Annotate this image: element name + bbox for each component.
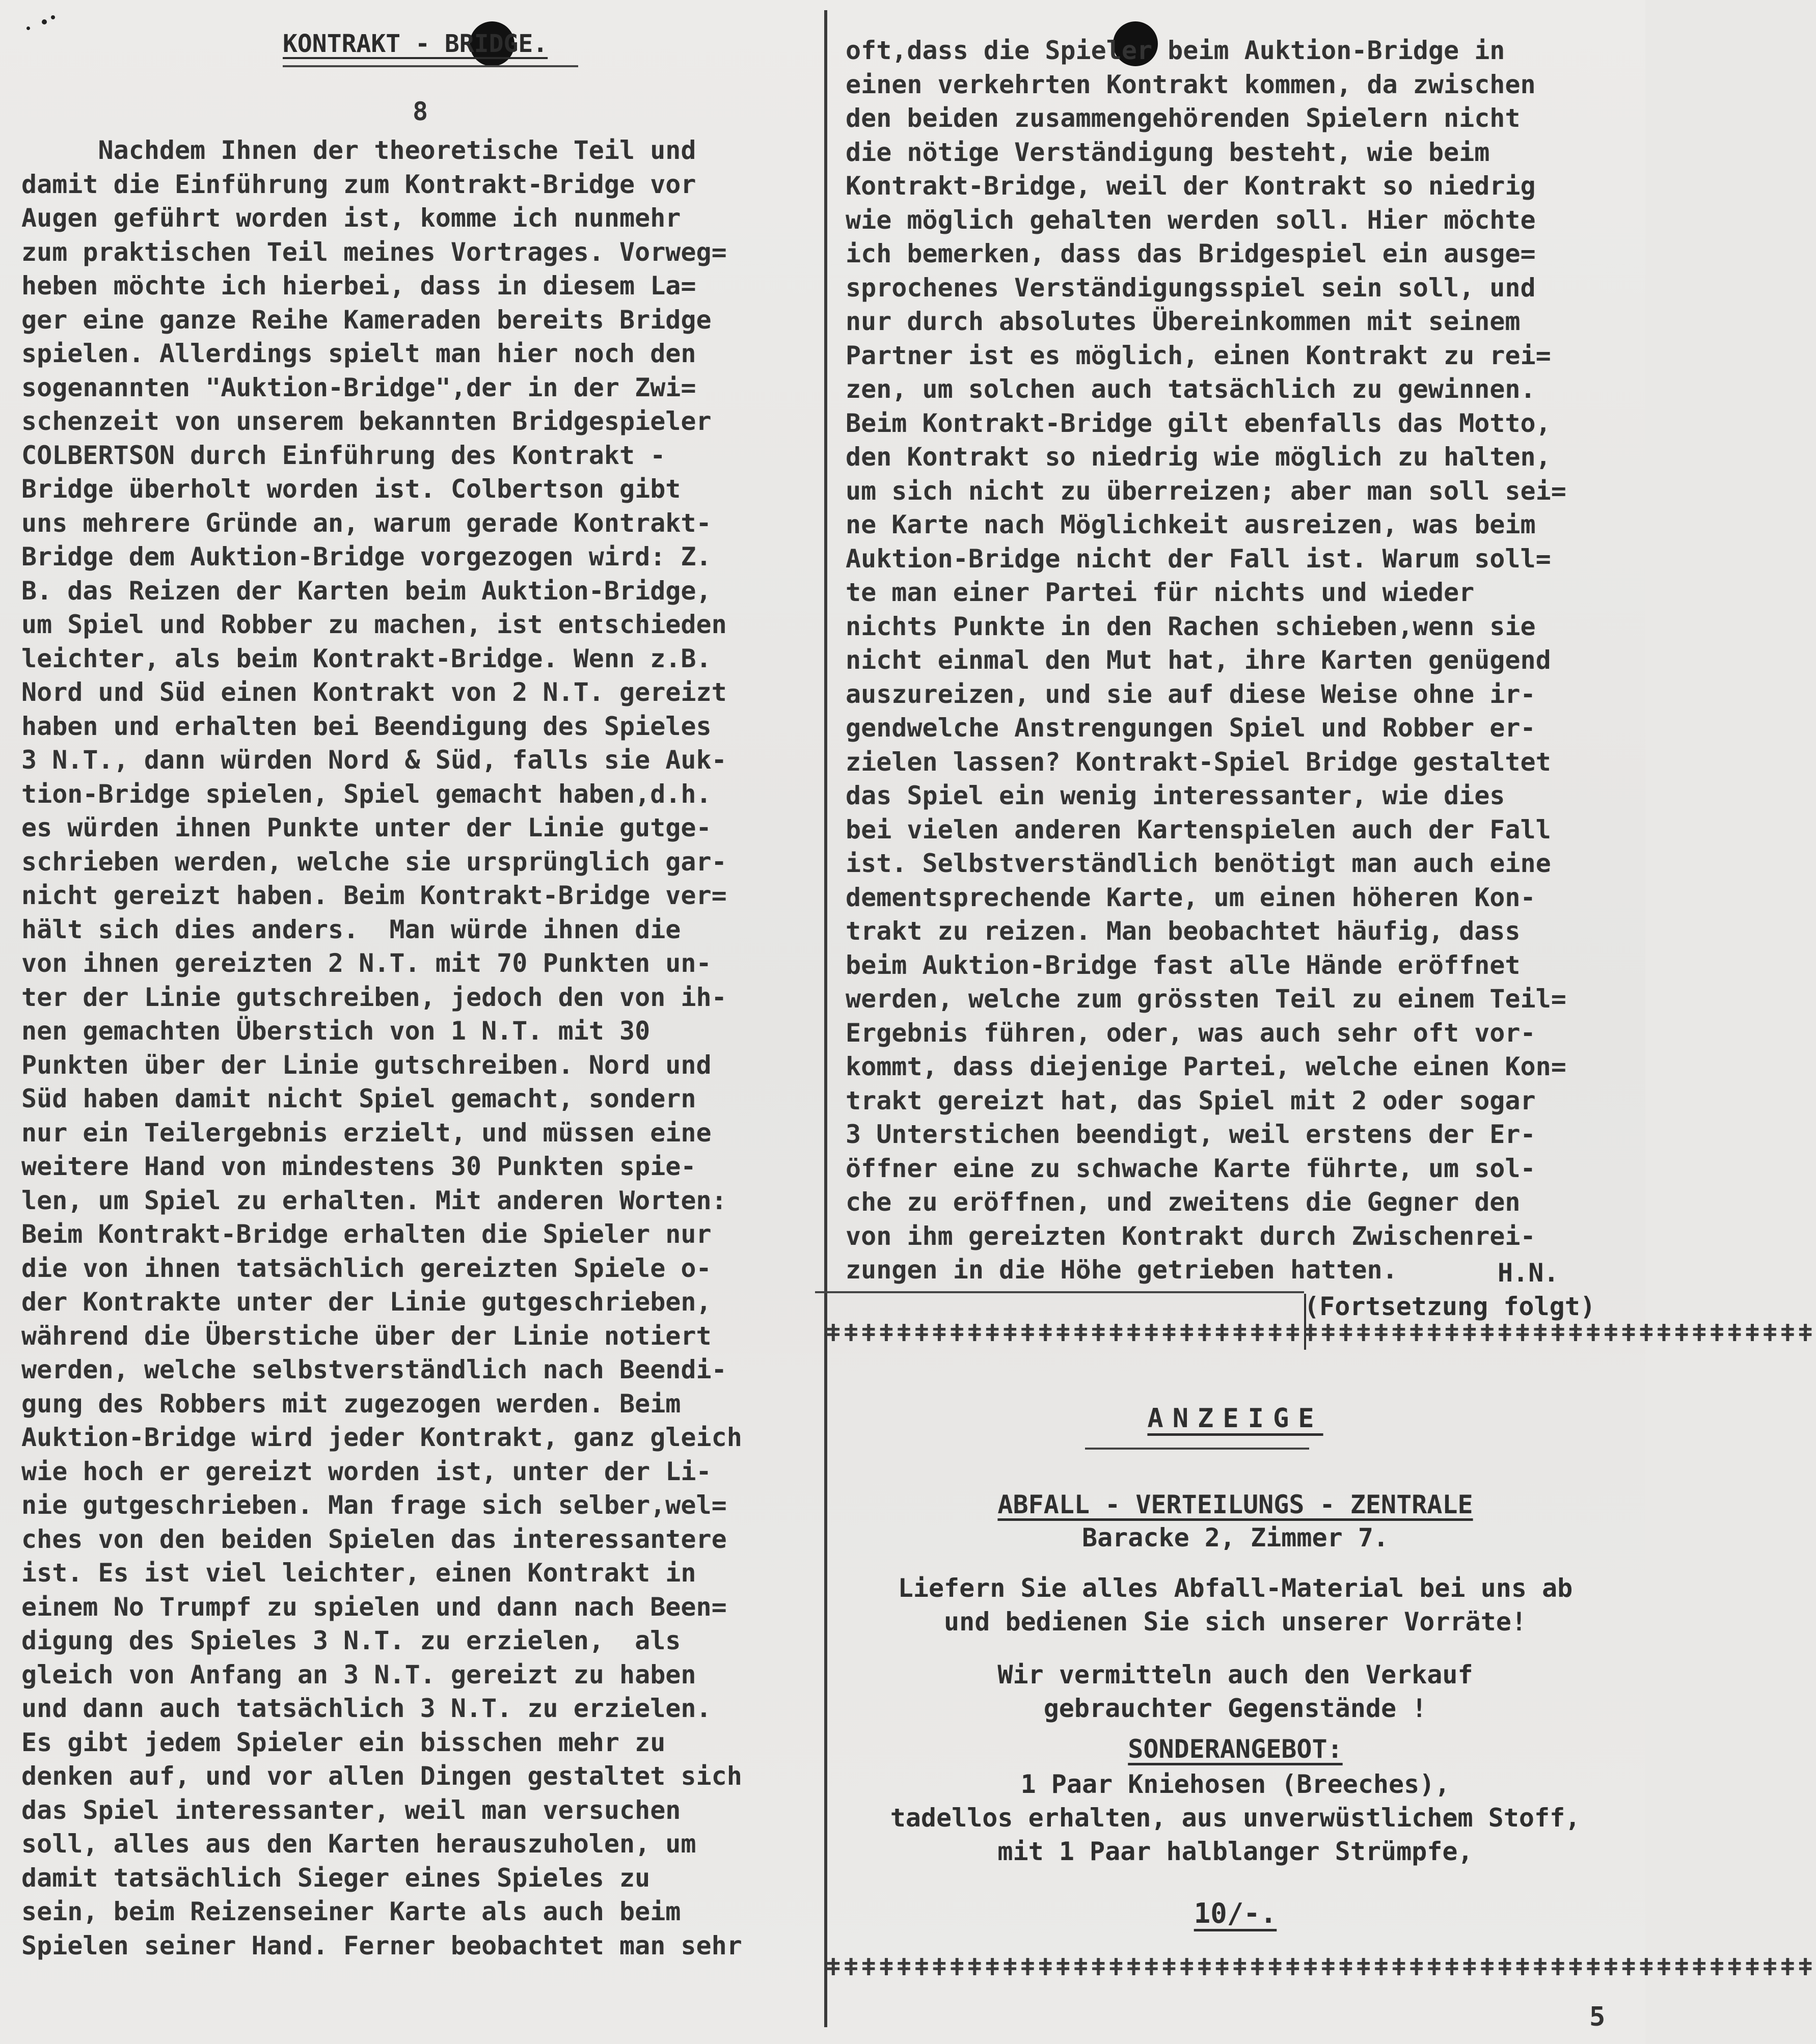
ornament-border-top: ǂǂǂǂǂǂǂǂǂǂǂǂǂǂǂǂǂǂǂǂǂǂǂǂǂǂǂǂǂǂǂǂǂǂǂǂǂǂǂǂǂǂǂǂǂǂǂǂǂǂǂǂǂǂǂǂ: [826, 1319, 1816, 1347]
page-number: 5: [1589, 2002, 1606, 2032]
column-divider: [824, 10, 827, 2027]
ad-body-text: Liefern Sie alles Abfall-Material bei uns ab und bedienen Sie sich unserer Vorräte!: [898, 1573, 1573, 1637]
ad-heading: ANZEIGE: [1147, 1403, 1323, 1434]
ad-price: 10/-.: [1194, 1897, 1277, 1929]
ink-speck: [51, 15, 55, 19]
ad-body-text-2: Wir vermitteln auch den Verkauf gebrauchter Gegenstände !: [997, 1660, 1473, 1723]
ornament-border-bottom: ǂǂǂǂǂǂǂǂǂǂǂǂǂǂǂǂǂǂǂǂǂǂǂǂǂǂǂǂǂǂǂǂǂǂǂǂǂǂǂǂǂǂǂǂǂǂǂǂǂǂǂǂǂǂǂǂ: [826, 1953, 1816, 1981]
ink-speck: [26, 26, 30, 30]
ad-offer-heading: SONDERANGEBOT:: [1128, 1734, 1343, 1764]
left-column-text: Nachdem Ihnen der theoretische Teil und damit die Einführung zum Kontrakt-Bridge vor Augen geführt worden ist, komme ich nunmehr zum praktischen Teil meines Vortrages. Vorweg= heben möchte ich hierbei, dass in diesem La= ger eine ganze Reihe Kameraden bereits Bridge spielen. Allerdings spielt man hier noch den sogenannten "Auktion-Bridge",der in der Zwi= schenzeit von unserem bekannten Bridgespieler COLBERTSON durch Einführung des Kontrakt - Bridge überholt worden ist. Colbertson gibt uns mehrere Gründe an, warum gerade Kontrakt- Bridge dem Auktion-Bridge vorgezogen wird: Z. B. das Reizen der Karten beim Auktion-Bridge, um Spiel und Robber zu machen, ist entschieden leichter, als beim Kontrakt-Bridge. Wenn z.B. Nord und Süd einen Kontrakt von 2 N.T. gereizt haben und erhalten bei Beendigung des Spieles 3 N.T., dann würden Nord & Süd, falls sie Auk- tion-Bridge spielen, Spiel gemacht haben,d.h. es würden ihnen Punkte unter der Linie gutge- schrieben werden, welche sie ursprünglich gar- nicht gereizt haben. Beim Kontrakt-Bridge ver= hält sich dies anders. Man würde ihnen die von ihnen gereizten 2 N.T. mit 70 Punkten un- ter der Linie gutschreiben, jedoch den von ih- nen gemachten Überstich von 1 N.T. mit 30 Punkten über der Linie gutschreiben. Nord und Süd haben damit nicht Spiel gemacht, sondern nur ein Teilergebnis erzielt, und müssen eine weitere Hand von mindestens 30 Punkten spie- len, um Spiel zu erhalten. Mit anderen Worten: Beim Kontrakt-Bridge erhalten die Spieler nur die von ihnen tatsächlich gereizten Spiele o- der Kontrakte unter der Linie gutgeschrieben, während die Überstiche über der Linie notiert werden, welche selbstverständlich nach Beendi- gung des Robbers mit zugezogen werden. Beim Auktion-Bridge wird jeder Kontrakt, ganz gleich wie hoch er gereizt worden ist, unter der Li- nie gutgeschrieben. Man frage sich selber,wel= ches von den beiden Spielen das interessantere ist. Es ist viel leichter, einen Kontrakt in einem No Trumpf zu spielen und dann nach Been= digung des Spieles 3 N.T. zu erzielen, als gleich von Anfang an 3 N.T. gereizt zu haben und dann auch tatsächlich 3 N.T. zu erzielen. Es gibt jedem Spieler ein bisschen mehr zu denken auf, und vor allen Dingen gestaltet sich das Spiel interessanter, weil man versuchen soll, alles aus den Karten herauszuholen, um damit tatsächlich Sieger eines Spieles zu sein, beim Reizenseiner Karte als auch beim Spielen seiner Hand. Ferner beobachtet man sehr: [21, 135, 742, 1960]
section-separator: [815, 1291, 1304, 1293]
ad-organization: ABFALL - VERTEILUNGS - ZENTRALE: [997, 1490, 1473, 1519]
ink-speck: [42, 19, 47, 24]
article-title: KONTRAKT - BRIDGE.: [283, 30, 548, 58]
title-double-underline: [283, 65, 578, 69]
ad-heading-underline: [1085, 1448, 1309, 1450]
author-initials: H.N.: [1498, 1258, 1559, 1288]
ad-location: Baracke 2, Zimmer 7.: [1081, 1523, 1389, 1552]
article-part-number: 8: [413, 97, 428, 126]
right-column-text: oft,dass die Spieler beim Auktion-Bridge in einen verkehrten Kontrakt kommen, da zwischen den beiden zusammengehörenden Spielern nicht die nötige Verständigung besteht, wie beim Kontrakt-Bridge, weil der Kontrakt so niedrig wie möglich gehalten werden soll. Hier möchte ich bemerken, dass das Bridgespiel ein ausge= sprochenes Verständigungsspiel sein soll, und nur durch absolutes Übereinkommen mit seinem Partner ist es möglich, einen Kontrakt zu rei= zen, um solchen auch tatsächlich zu gewinnen. Beim Kontrakt-Bridge gilt ebenfalls das Motto, den Kontrakt so niedrig wie möglich zu halten, um sich nicht zu überreizen; aber man soll sei= ne Karte nach Möglichkeit ausreizen, was beim Auktion-Bridge nicht der Fall ist. Warum soll= te man einer Partei für nichts und wieder nichts Punkte in den Rachen schieben,wenn sie nicht einmal den Mut hat, ihre Karten genügend auszureizen, und sie auf diese Weise ohne ir- gendwelche Anstrengungen Spiel und Robber er- zielen lassen? Kontrakt-Spiel Bridge gestaltet das Spiel ein wenig interessanter, wie dies bei vielen anderen Kartenspielen auch der Fall ist. Selbstverständlich benötigt man auch eine dementsprechende Karte, um einen höheren Kon- trakt zu reizen. Man beobachtet häufig, dass beim Auktion-Bridge fast alle Hände eröffnet werden, welche zum grössten Teil zu einem Teil= Ergebnis führen, oder, was auch sehr oft vor- kommt, dass diejenige Partei, welche einen Kon= trakt gereizt hat, das Spiel mit 2 oder sogar 3 Unterstichen beendigt, weil erstens der Er- öffner eine zu schwache Karte führte, um sol- che zu eröffnen, und zweitens die Gegner den von ihm gereizten Kontrakt durch Zwischenrei- zungen in die Höhe getrieben hatten.: [846, 36, 1566, 1285]
continuation-note: (Fortsetzung folgt): [1304, 1292, 1595, 1321]
ad-offer-text: 1 Paar Kniehosen (Breeches), tadellos erhalten, aus unverwüstlichem Stoff, mit 1 Paar halblanger Strümpfe,: [890, 1769, 1581, 1866]
